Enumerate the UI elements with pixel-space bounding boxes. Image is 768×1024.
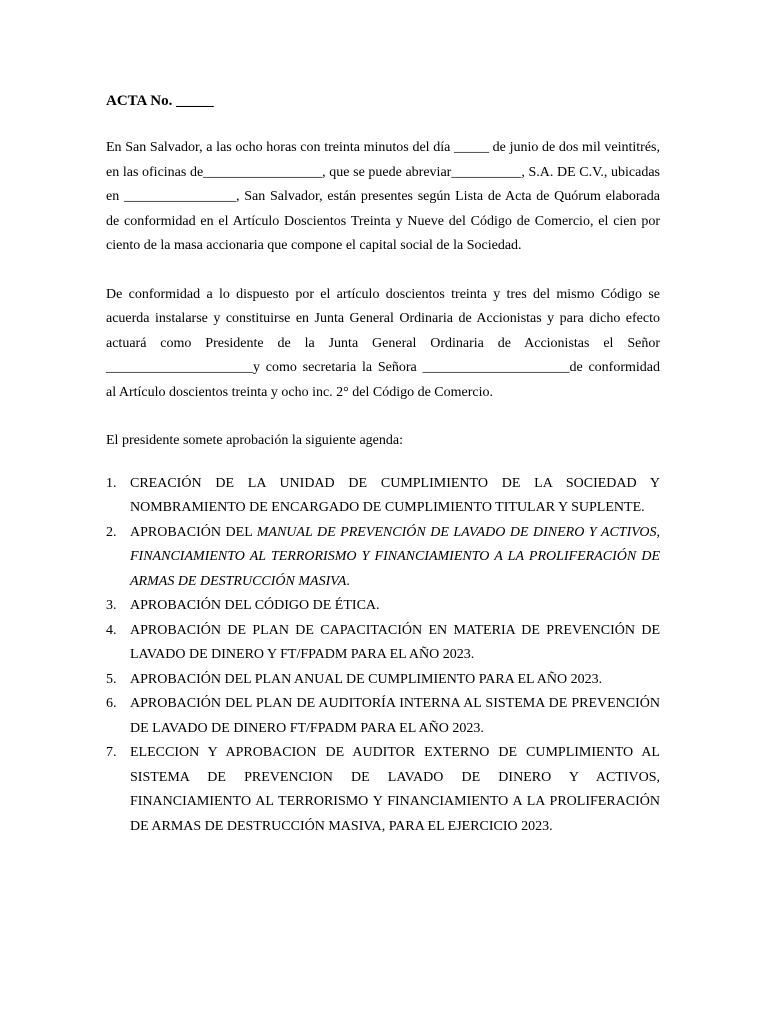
agenda-list <box>106 472 660 840</box>
opening-paragraph: En San Salvador, a las ocho horas con treinta minutos del día _____ de junio de dos mil veintitrés, en las oficinas de_________________, que se puede abreviar__________, S.A. DE C.V., ubicadas en ________________, San Salvador, están presentes según Lista de Acta de Quórum elaborada de conformidad en el Artículo Doscientos Treinta y Nueve del Código de Comercio, el cien por ciento de la masa accionaria que compone el capital social de la Sociedad. <box>106 140 660 253</box>
agenda-item-number: 7. <box>106 745 117 760</box>
agenda-intro: El presidente somete aprobación la siguiente agenda: <box>106 433 404 448</box>
agenda-item-text: APROBACIÓN DEL <box>130 524 257 540</box>
agenda-item-number: 3. <box>106 598 117 613</box>
agenda-item-number: 5. <box>106 671 117 687</box>
agenda-item-italic-title: MANUAL DE PREVENCIÓN DE LAVADO DE DINERO Y ACTIVOS, FINANCIAMIENTO AL TERRORISMO Y FINANCIAMIENTO A LA PROLIFERACIÓN DE ARMAS DE DESTRUCCIÓN MASIVA <box>130 524 660 589</box>
agenda-item-text: ELECCION Y APROBACION DE AUDITOR EXTERNO DE CUMPLIMIENTO AL SISTEMA DE PREVENCION DE LAVADO DE DINERO Y ACTIVOS, FINANCIAMIENTO AL TERRORISMO Y FINANCIAMIENTO A LA PROLIFERACIÓN DE ARMAS DE DESTRUCCIÓN MASIVA, PARA EL EJERCICIO 2023. <box>130 745 660 834</box>
agenda-item-number: 2. <box>106 524 117 540</box>
agenda-item <box>106 619 660 668</box>
agenda-item-text: APROBACIÓN DEL PLAN ANUAL DE CUMPLIMIENTO PARA EL AÑO 2023. <box>130 671 603 687</box>
agenda-item-text: APROBACIÓN DEL PLAN DE AUDITORÍA INTERNA AL SISTEMA DE PREVENCIÓN DE LAVADO DE DINERO FT/FPADM PARA EL AÑO 2023. <box>130 696 660 736</box>
constitution-paragraph: De conformidad a lo dispuesto por el artículo doscientos treinta y tres del mismo Código se acuerda instalarse y constituirse en Junta General Ordinaria de Accionistas y para dicho efecto actuará como Presidente de la Junta General Ordinaria de Accionistas el Señor _____________________y como secretaria la Señora _____________________de conformidad al Artículo doscientos treinta y ocho inc. 2° del Código de Comercio. <box>106 286 660 400</box>
document-page <box>106 90 660 839</box>
agenda-item-text: CREACIÓN DE LA UNIDAD DE CUMPLIMIENTO DE LA SOCIEDAD Y NOMBRAMIENTO DE ENCARGADO DE CUMPLIMIENTO TITULAR Y SUPLENTE. <box>130 475 660 515</box>
agenda-item-number: 6. <box>106 696 117 711</box>
document-title: ACTA No. _____ <box>106 93 214 109</box>
agenda-item-tail: . <box>346 573 350 589</box>
agenda-item <box>106 668 660 693</box>
agenda-item <box>106 692 660 741</box>
agenda-item <box>106 472 660 521</box>
agenda-item-text: APROBACIÓN DEL CÓDIGO DE ÉTICA. <box>130 598 380 613</box>
agenda-item <box>106 594 660 619</box>
agenda-item-number: 4. <box>106 622 117 638</box>
agenda-item <box>106 741 660 839</box>
agenda-item <box>106 521 660 595</box>
agenda-item-text: APROBACIÓN DE PLAN DE CAPACITACIÓN EN MATERIA DE PREVENCIÓN DE LAVADO DE DINERO Y FT/FPADM PARA EL AÑO 2023. <box>130 622 660 662</box>
agenda-item-number: 1. <box>106 475 117 491</box>
